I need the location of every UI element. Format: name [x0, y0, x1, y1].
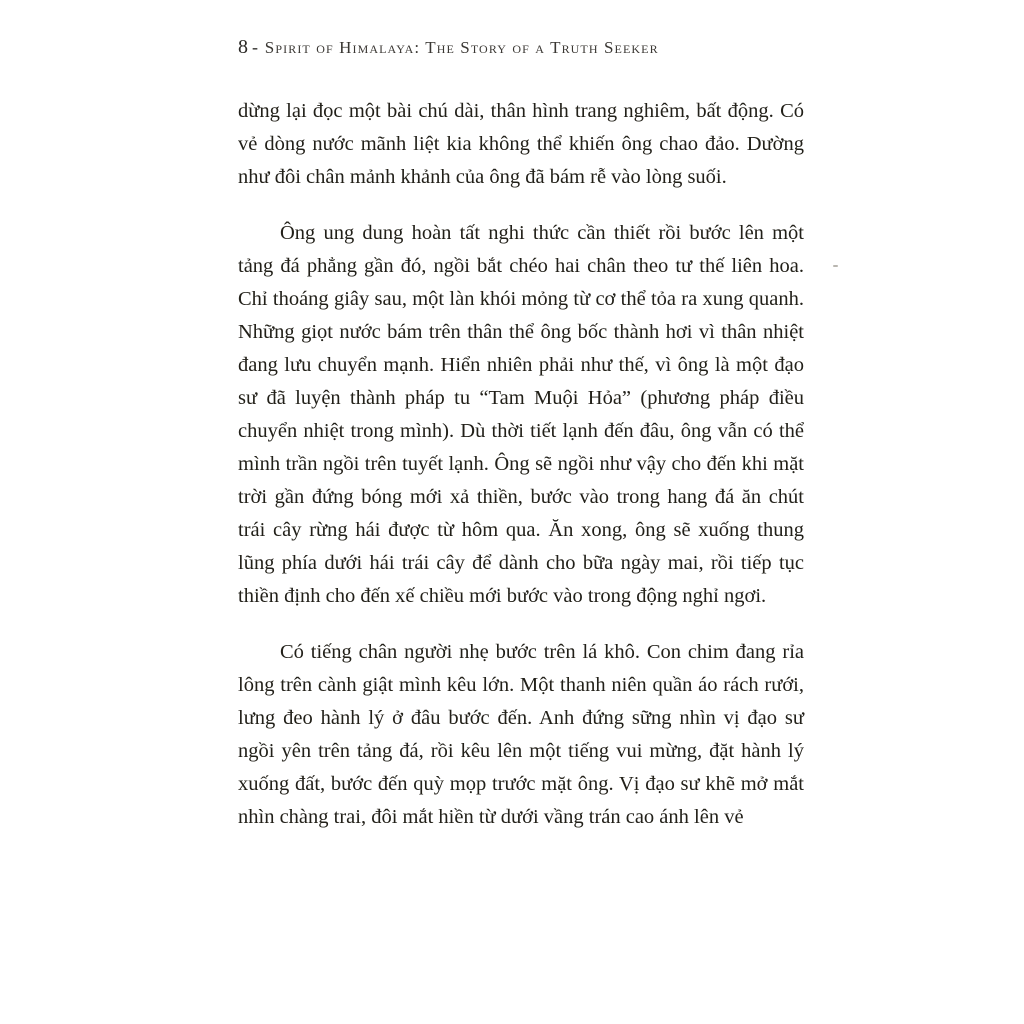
book-title: Spirit of Himalaya: The Story of a Truth Seeker	[264, 38, 659, 57]
running-header	[238, 36, 804, 59]
paragraph: Ông ung dung hoàn tất nghi thức cần thiết rồi bước lên một tảng đá phẳng gần đó, ngồi bắt chéo hai chân theo tư thế liên hoa. Chỉ thoáng giây sau, một làn khói mỏng từ cơ thể tỏa ra xung quanh. Những giọt nước bám trên thân thể ông bốc thành hơi vì thân nhiệt đang lưu chuyển mạnh. Hiển nhiên phải như thế, vì ông là một đạo sư đã luyện thành pháp tu “Tam Muội Hỏa” (phương pháp điều chuyển nhiệt trong mình). Dù thời tiết lạnh đến đâu, ông vẫn có thể mình trần ngồi trên tuyết lạnh. Ông sẽ ngồi như vậy cho đến khi mặt trời gần đứng bóng mới xả thiền, bước vào trong hang đá ăn chút trái cây rừng hái được từ hôm qua. Ăn xong, ông sẽ xuống thung lũng phía dưới hái trái cây để dành cho bữa ngày mai, rồi tiếp tục thiền định cho đến xế chiều mới bước vào trong động nghỉ ngơi.	[238, 222, 804, 607]
scan-artifact	[833, 265, 838, 267]
page-body	[238, 95, 804, 834]
paragraph: Có tiếng chân người nhẹ bước trên lá khô. Con chim đang rỉa lông trên cành giật mình kêu lớn. Một thanh niên quần áo rách rưới, lưng đeo hành lý ở đâu bước đến. Anh đứng sững nhìn vị đạo sư ngồi yên trên tảng đá, rồi kêu lên một tiếng vui mừng, đặt hành lý xuống đất, bước đến quỳ mọp trước mặt ông. Vị đạo sư khẽ mở mắt nhìn chàng trai, đôi mắt hiền từ dưới vầng trán cao ánh lên vẻ	[238, 641, 804, 828]
paragraph-continuation: dừng lại đọc một bài chú dài, thân hình trang nghiêm, bất động. Có vẻ dòng nước mãnh liệt kia không thể khiến ông chao đảo. Dường như đôi chân mảnh khảnh của ông đã bám rễ vào lòng suối.	[238, 100, 804, 188]
header-separator: -	[252, 37, 259, 57]
page-number: 8	[238, 36, 248, 58]
book-page	[238, 36, 804, 857]
